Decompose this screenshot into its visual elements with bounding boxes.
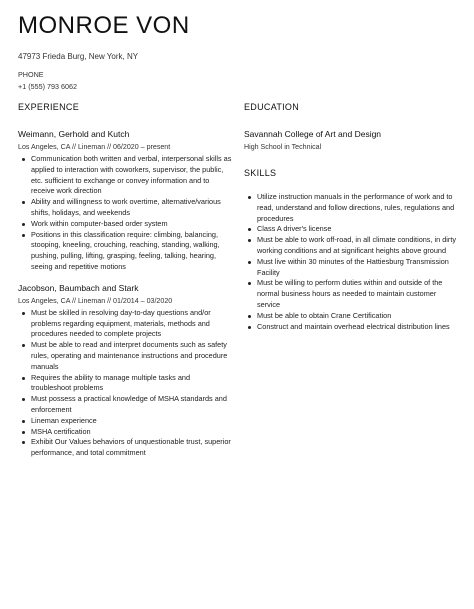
job-bullet: Must be skilled in resolving day-to-day questions and/or problems regarding equipment, materials, methods and procedures needed to complete projects <box>31 308 232 340</box>
phone-label: PHONE <box>18 70 44 79</box>
resume-name: MONROE VON <box>18 12 190 39</box>
job-company: Jacobson, Baumbach and Stark <box>18 282 139 293</box>
right-column <box>244 102 456 332</box>
job-bullet: Exhibit Our Values behaviors of unquestionable trust, superior performance, and total commitment <box>31 437 231 458</box>
phone-number: +1 (555) 793 6062 <box>18 82 77 91</box>
job-entry <box>18 283 232 459</box>
job-bullet: Ability and willingness to work overtime, alternative/various shifts, holidays, and weekends <box>31 197 232 219</box>
skill-item: Must be able to obtain Crane Certification <box>257 311 456 322</box>
job-bullet: MSHA certification <box>31 427 232 438</box>
skill-item: Must be able to work off-road, in all climate conditions, in dirty working conditions and at significant heights above ground <box>257 235 457 255</box>
job-bullets <box>18 154 232 273</box>
job-bullet: Communication both written and verbal, interpersonal skills as applied to interaction with coworkers, supervisor, the public, etc. sufficient to exchange or convey information and to receive work direction <box>31 154 232 196</box>
job-bullets <box>18 308 232 459</box>
skills-heading: SKILLS <box>244 168 277 178</box>
left-column <box>18 102 232 469</box>
job-meta: Los Angeles, CA // Lineman // 06/2020 – present <box>18 143 171 151</box>
address: 47973 Frieda Burg, New York, NY <box>18 52 139 61</box>
job-bullet: Must possess a practical knowledge of MSHA standards and enforcement <box>31 394 232 416</box>
skill-item: Must live within 30 minutes of the Hattiesburg Transmission Facility <box>257 257 456 279</box>
job-bullet: Must be able to read and interpret documents such as safety rules, operating and maintenance instructions and procedure manuals <box>31 340 232 372</box>
job-bullet: Requires the ability to manage multiple tasks and troubleshoot problems <box>31 373 232 395</box>
job-meta: Los Angeles, CA // Lineman // 01/2014 – 03/2020 <box>18 296 173 305</box>
job-bullet: Lineman experience <box>31 416 232 427</box>
education-school: Savannah College of Art and Design <box>244 129 382 139</box>
education-heading: EDUCATION <box>244 102 300 112</box>
job-bullet: Positions in this classification require: climbing, balancing, stooping, kneeling, crouching, reaching, standing, walking, pushing, pulling, lifting, grasping, feeling, talking, hearing, seeing and repetitive motions <box>31 230 232 273</box>
skills-list <box>244 192 456 332</box>
experience-heading: EXPERIENCE <box>18 102 80 112</box>
job-company: Weimann, Gerhold and Kutch <box>18 129 130 139</box>
job-bullet: Work within computer-based order system <box>31 219 232 230</box>
skill-item: Construct and maintain overhead electrical distribution lines <box>257 322 456 333</box>
skill-item: Class A driver's license <box>257 224 456 235</box>
job-entry <box>18 129 232 273</box>
skill-item: Utilize instruction manuals in the performance of work and to read, understand and follow directions, rules, regulations and procedures <box>257 192 455 223</box>
education-degree: High School in Technical <box>244 143 322 151</box>
skill-item: Must be willing to perform duties within and outside of the normal business hours as needed to maintain customer service <box>257 278 456 310</box>
